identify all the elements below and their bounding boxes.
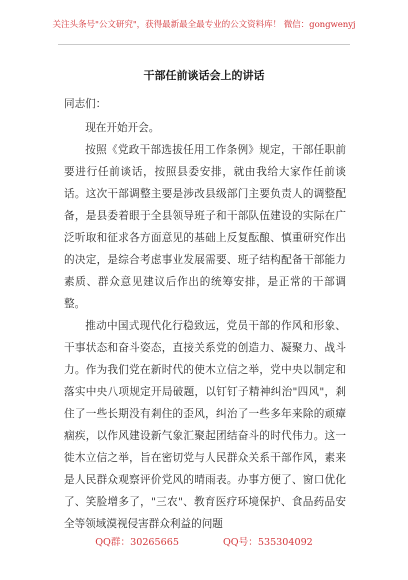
paragraph: 推动中国式现代化行稳致远，党员干部的作风和形象、干事状态和奋斗姿态，直接关系党的创造力、凝聚力、战斗力。作为我们党在新时代的使木立信之举，党中央以制定和落实中央八项规定开局破题，以钉钉子精神纠治"四风"，剎住了一些长期没有剎住的歪风，纠治了一些多年来除的顽瘴痼疾，以作风建设新气象汇聚起团结奋斗的时代伟力。这一徙木立信之举，旨在密切党与人民群众关系干部作风，素来是人民群众观察评价党风的晴雨表。办事方便了、窗口优化了、笑脸增多了，"三农"、教育医疗环境保护、食品药品安全等领域漠视侵害群众利益的问题 bbox=[64, 320, 346, 530]
footer-qq-number: QQ号：535304092 bbox=[222, 537, 313, 548]
header-divider bbox=[58, 44, 350, 45]
document-title: 干部任前谈话会上的讲话 bbox=[143, 69, 265, 82]
footer-contact bbox=[0, 534, 408, 548]
header-banner: 关注头条号"公文研究"，获得最新最全最专业的公文资料库！ 微信：gongwenyj bbox=[52, 20, 356, 30]
footer-qq-group: QQ群：30265665 bbox=[95, 537, 179, 548]
paragraph: 现在开始开会。 bbox=[85, 122, 160, 134]
document-body bbox=[64, 117, 346, 535]
salutation: 同志们： bbox=[64, 98, 107, 110]
paragraph: 按照《党政干部选拔任用工作条例》规定，干部任职前要进行任前谈话，按照县委安排，就由我给大家作任前谈话。这次干部调整主要是涉改县级部门主要负责人的调整配备，是县委着眼于全县领导班子和干部队伍建设的实际在广泛听取和征求各方面意见的基础上反复酝酿、慎重研究作出的决定，是综合考虑事业发展需要、班子结构配备干部能力素质、群众意见建议后作出的统筹安排，是正常的干部调整。 bbox=[64, 144, 346, 310]
